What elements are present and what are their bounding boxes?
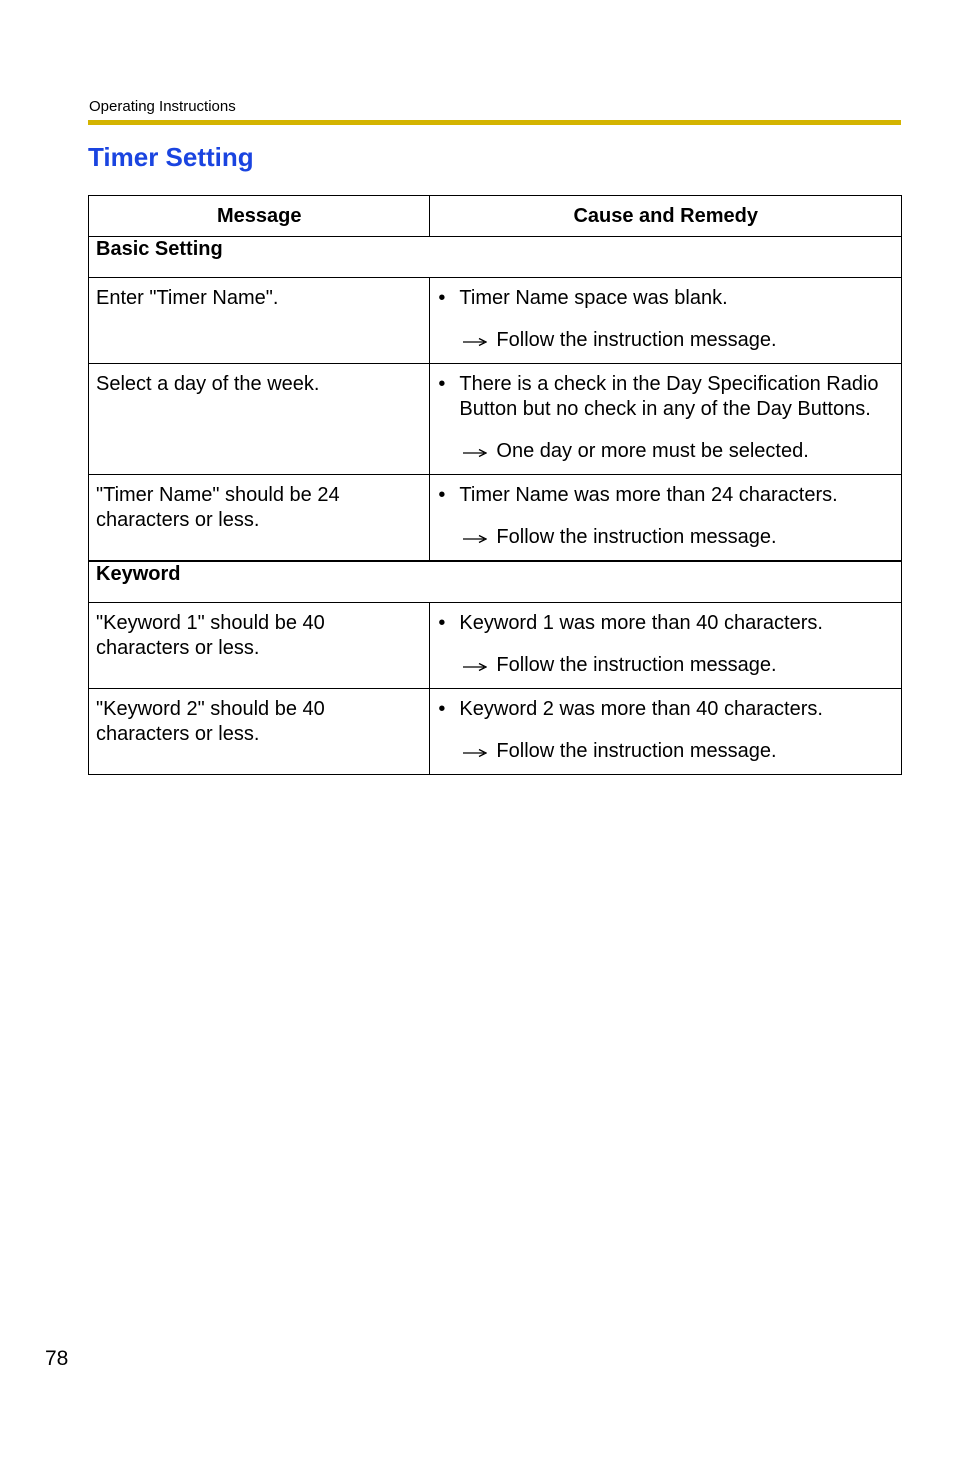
remedy-line xyxy=(436,525,895,550)
remedy-text: Follow the instruction message. xyxy=(496,654,777,676)
cause-remedy-cell xyxy=(430,475,902,562)
cause-line xyxy=(436,483,895,508)
arrow-right-icon xyxy=(463,335,487,347)
remedy-text: Follow the instruction message. xyxy=(496,740,777,762)
table-row xyxy=(89,364,902,475)
cause-text: Keyword 2 was more than 40 characters. xyxy=(459,698,823,720)
message-table xyxy=(88,195,902,775)
column-header-message: Message xyxy=(89,196,430,237)
table-row xyxy=(89,689,902,775)
page-title: Timer Setting xyxy=(88,142,254,172)
message-cell: Select a day of the week. xyxy=(89,364,430,475)
cause-text: There is a check in the Day Specification Radio Button but no check in any of the Day Buttons. xyxy=(459,373,879,420)
table-row xyxy=(89,278,902,364)
cause-line xyxy=(436,697,895,722)
cause-remedy-cell xyxy=(430,364,902,475)
cause-line xyxy=(436,611,895,636)
cause-text: Keyword 1 was more than 40 characters. xyxy=(459,612,823,634)
section-title-basic-setting: Basic Setting xyxy=(89,237,902,278)
remedy-line xyxy=(436,439,895,464)
bullet-icon: • xyxy=(438,373,446,395)
bullet-icon: • xyxy=(438,484,446,506)
header-divider xyxy=(88,120,901,125)
message-cell: "Timer Name" should be 24 characters or less. xyxy=(89,475,430,562)
cause-line xyxy=(436,372,895,422)
remedy-line xyxy=(436,739,895,764)
arrow-right-icon xyxy=(463,446,487,458)
remedy-text: Follow the instruction message. xyxy=(496,526,777,548)
document-header-label: Operating Instructions xyxy=(89,98,236,115)
remedy-text: One day or more must be selected. xyxy=(496,440,809,462)
cause-remedy-cell xyxy=(430,689,902,775)
remedy-line xyxy=(436,653,895,678)
remedy-text: Follow the instruction message. xyxy=(496,329,777,351)
arrow-right-icon xyxy=(463,746,487,758)
page-number: 78 xyxy=(45,1347,69,1370)
section-row xyxy=(89,237,902,278)
message-cell: Enter "Timer Name". xyxy=(89,278,430,364)
section-row xyxy=(89,561,902,603)
bullet-icon: • xyxy=(438,612,446,634)
message-cell: "Keyword 1" should be 40 characters or less. xyxy=(89,603,430,689)
cause-line xyxy=(436,286,895,311)
bullet-icon: • xyxy=(438,698,446,720)
bullet-icon: • xyxy=(438,287,446,309)
cause-text: Timer Name was more than 24 characters. xyxy=(459,484,838,506)
arrow-right-icon xyxy=(463,532,487,544)
cause-remedy-cell xyxy=(430,603,902,689)
section-title-keyword: Keyword xyxy=(89,561,902,603)
table-row xyxy=(89,603,902,689)
arrow-right-icon xyxy=(463,660,487,672)
cause-text: Timer Name space was blank. xyxy=(459,287,728,309)
cause-remedy-cell xyxy=(430,278,902,364)
table-row xyxy=(89,475,902,562)
message-cell: "Keyword 2" should be 40 characters or less. xyxy=(89,689,430,775)
column-header-cause-remedy: Cause and Remedy xyxy=(430,196,902,237)
table-header-row xyxy=(89,196,902,237)
remedy-line xyxy=(436,328,895,353)
